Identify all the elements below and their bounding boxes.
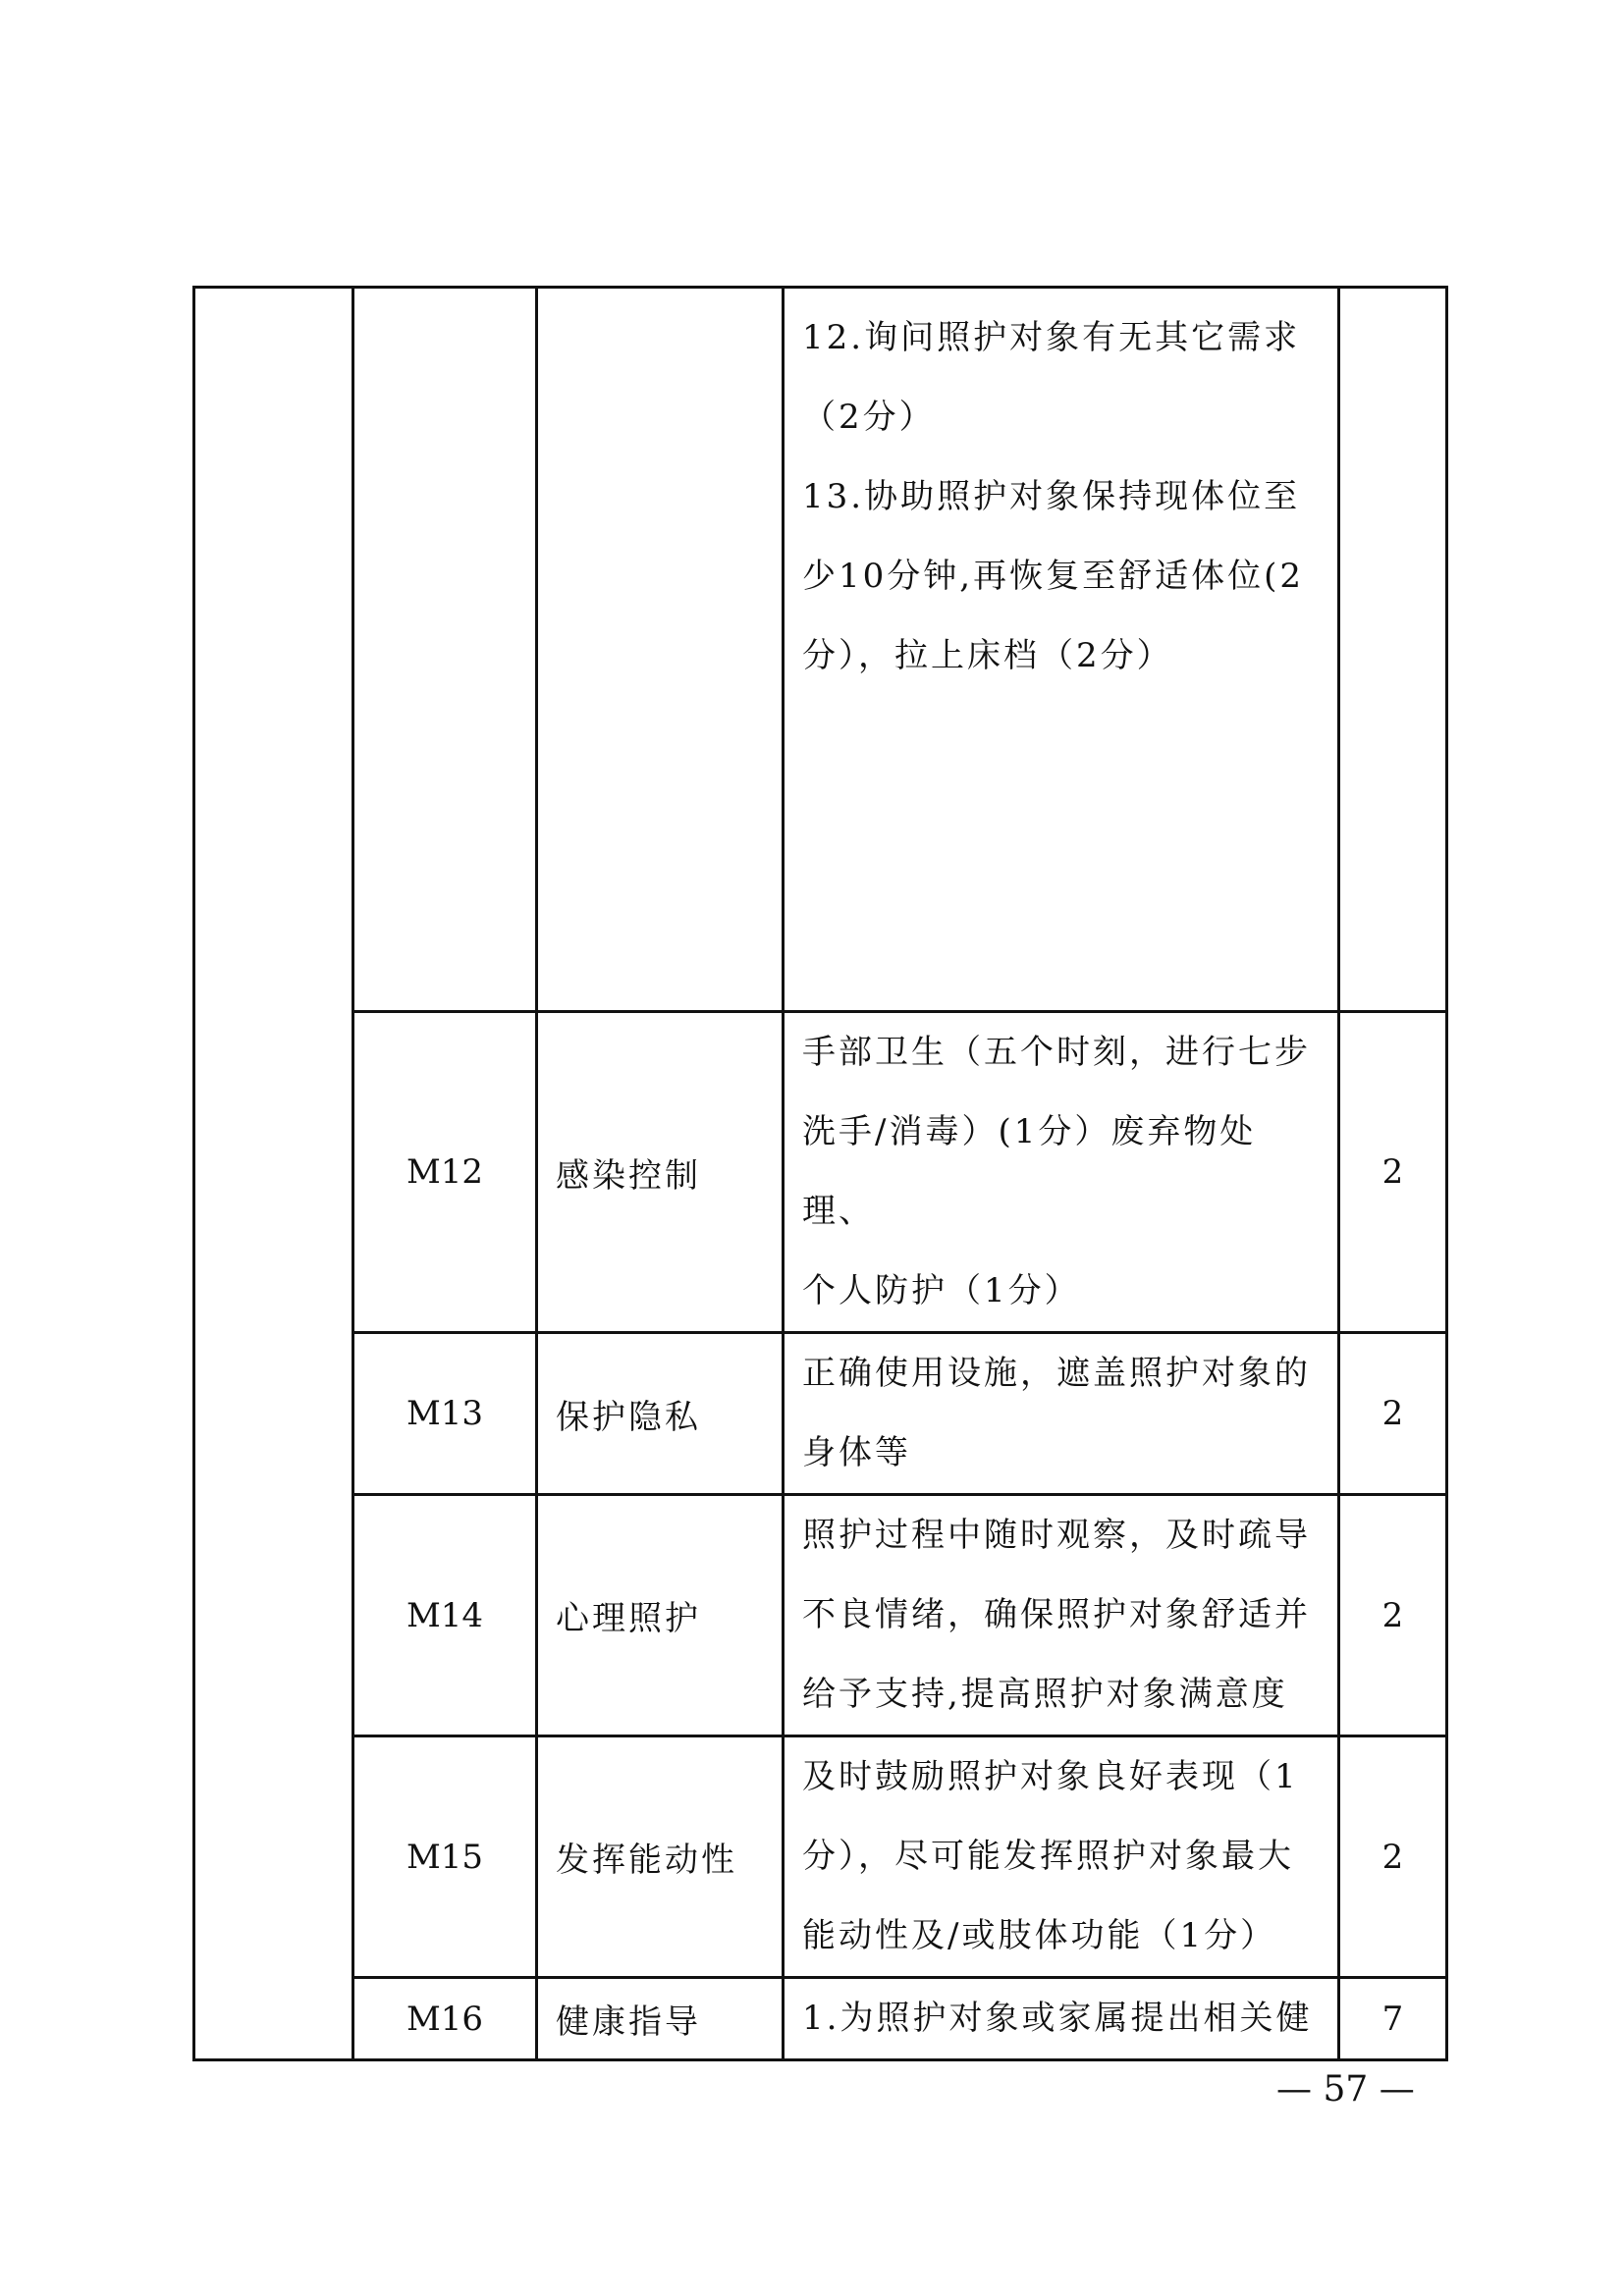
criteria-cell xyxy=(784,1333,1339,1495)
category-cell xyxy=(194,288,353,2060)
code-cell: M16 xyxy=(353,1978,537,2060)
criteria-line: 不良情绪，确保照护对象舒适并 xyxy=(802,1595,1311,1634)
criteria-line: 12.询问照护对象有无其它需求 xyxy=(802,318,1301,357)
criteria-line: 13.协助照护对象保持现体位至 xyxy=(802,477,1301,516)
page-number: — 57 — xyxy=(1276,2069,1415,2109)
criteria-line: 照护过程中随时观察，及时疏导 xyxy=(802,1516,1311,1555)
score-cell: 7 xyxy=(1339,1978,1447,2060)
scoring-table xyxy=(192,286,1448,2061)
code-cell xyxy=(353,288,537,1012)
item-cell: 发挥能动性 xyxy=(537,1736,784,1978)
table-row xyxy=(194,1012,1447,1333)
criteria-line: 能动性及/或肢体功能（1分） xyxy=(802,1916,1277,1955)
criteria-line: （2分） xyxy=(802,398,936,437)
criteria-line: 给予支持,提高照护对象满意度 xyxy=(802,1675,1288,1714)
code-cell: M14 xyxy=(353,1495,537,1736)
code-cell: M15 xyxy=(353,1736,537,1978)
table-row xyxy=(194,1333,1447,1495)
criteria-cell xyxy=(784,1736,1339,1978)
criteria-line: 及时鼓励照护对象良好表现（1 xyxy=(802,1757,1299,1796)
item-cell: 健康指导 xyxy=(537,1978,784,2060)
criteria-line: 身体等 xyxy=(802,1433,911,1472)
item-cell: 感染控制 xyxy=(537,1012,784,1333)
criteria-line: 手部卫生（五个时刻，进行七步 xyxy=(802,1033,1311,1072)
criteria-line: 少10分钟,再恢复至舒适体位(2 xyxy=(802,557,1304,596)
score-cell: 2 xyxy=(1339,1495,1447,1736)
table-row-continued xyxy=(194,288,1447,1012)
criteria-cell xyxy=(784,1495,1339,1736)
code-cell: M13 xyxy=(353,1333,537,1495)
table-row xyxy=(194,1495,1447,1736)
code-cell: M12 xyxy=(353,1012,537,1333)
score-cell xyxy=(1339,288,1447,1012)
criteria-line: 洗手/消毒）(1分）废弃物处理、 xyxy=(802,1112,1257,1231)
criteria-line: 分），尽可能发挥照护对象最大 xyxy=(802,1837,1294,1876)
criteria-line: 个人防护（1分） xyxy=(802,1271,1081,1310)
score-cell: 2 xyxy=(1339,1333,1447,1495)
item-cell: 保护隐私 xyxy=(537,1333,784,1495)
criteria-line: 分），拉上床档（2分） xyxy=(802,636,1173,675)
criteria-cell xyxy=(784,1012,1339,1333)
table-row xyxy=(194,1978,1447,2060)
criteria-cell xyxy=(784,1978,1339,2060)
item-cell: 心理照护 xyxy=(537,1495,784,1736)
criteria-line: 正确使用设施，遮盖照护对象的 xyxy=(802,1354,1311,1393)
score-cell: 2 xyxy=(1339,1012,1447,1333)
item-cell xyxy=(537,288,784,1012)
table-row xyxy=(194,1736,1447,1978)
criteria-cell xyxy=(784,288,1339,1012)
score-cell: 2 xyxy=(1339,1736,1447,1978)
criteria-line: 1.为照护对象或家属提出相关健 xyxy=(802,1999,1313,2038)
